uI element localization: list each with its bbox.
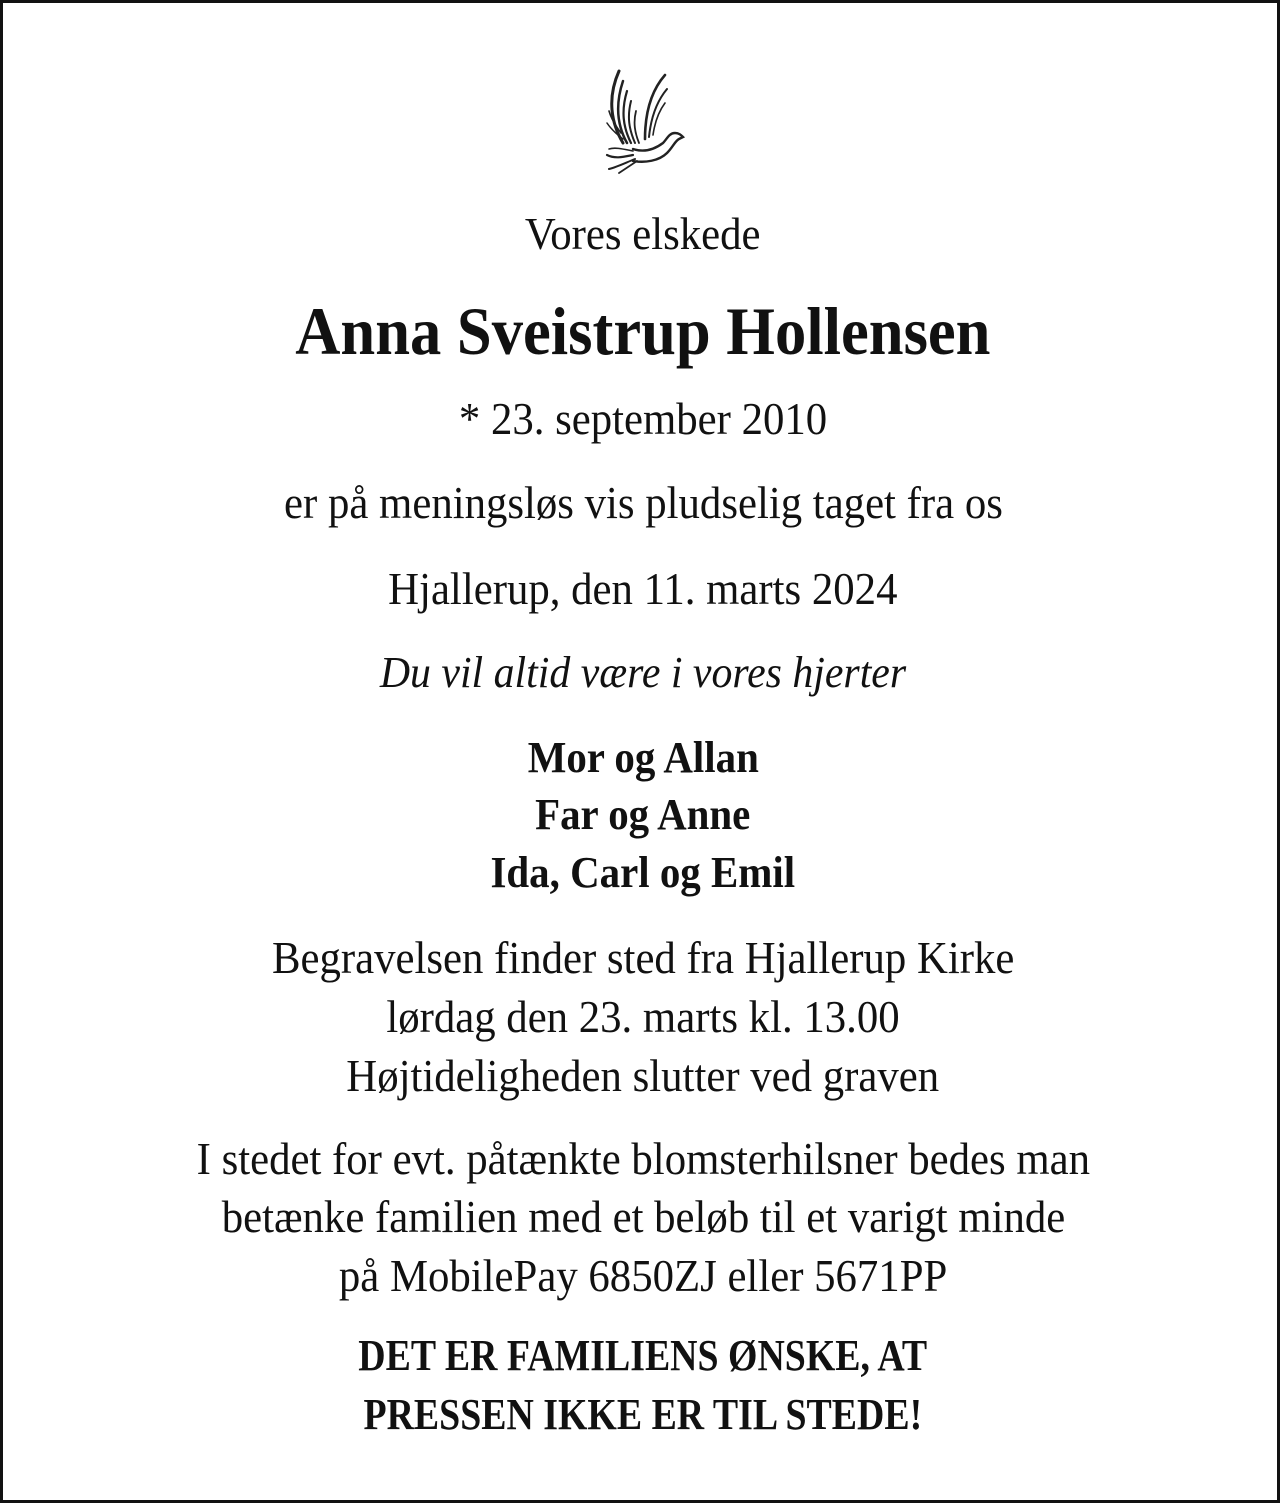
press-notice-line: DET ER FAMILIENS ØNSKE, AT bbox=[358, 1331, 928, 1380]
intro-text: Vores elskede bbox=[525, 208, 761, 259]
deceased-name: Anna Sveistrup Hollensen bbox=[295, 293, 991, 369]
family-line: Far og Anne bbox=[535, 790, 751, 839]
funeral-line: Begravelsen finder sted fra Hjallerup Kirke bbox=[271, 932, 1015, 983]
donation-line: på MobilePay 6850ZJ eller 5671PP bbox=[338, 1250, 948, 1301]
place-and-date: Hjallerup, den 11. marts 2024 bbox=[388, 563, 898, 614]
birth-date: * 23. september 2010 bbox=[458, 393, 828, 444]
memorial-quote: Du vil altid være i vores hjerter bbox=[379, 648, 907, 697]
dove-icon bbox=[593, 63, 693, 175]
donation-line: I stedet for evt. påtænkte blomsterhilsner bedes man bbox=[196, 1133, 1090, 1184]
funeral-line: lørdag den 23. marts kl. 13.00 bbox=[386, 991, 900, 1042]
family-line: Ida, Carl og Emil bbox=[490, 848, 796, 897]
donation-line: betænke familien med et beløb til et varigt minde bbox=[221, 1191, 1065, 1242]
family-line: Mor og Allan bbox=[527, 733, 759, 782]
press-notice-line: PRESSEN IKKE ER TIL STEDE! bbox=[363, 1390, 923, 1439]
funeral-line: Højtideligheden slutter ved graven bbox=[346, 1050, 940, 1101]
death-statement: er på meningsløs vis pludselig taget fra os bbox=[283, 477, 1003, 528]
